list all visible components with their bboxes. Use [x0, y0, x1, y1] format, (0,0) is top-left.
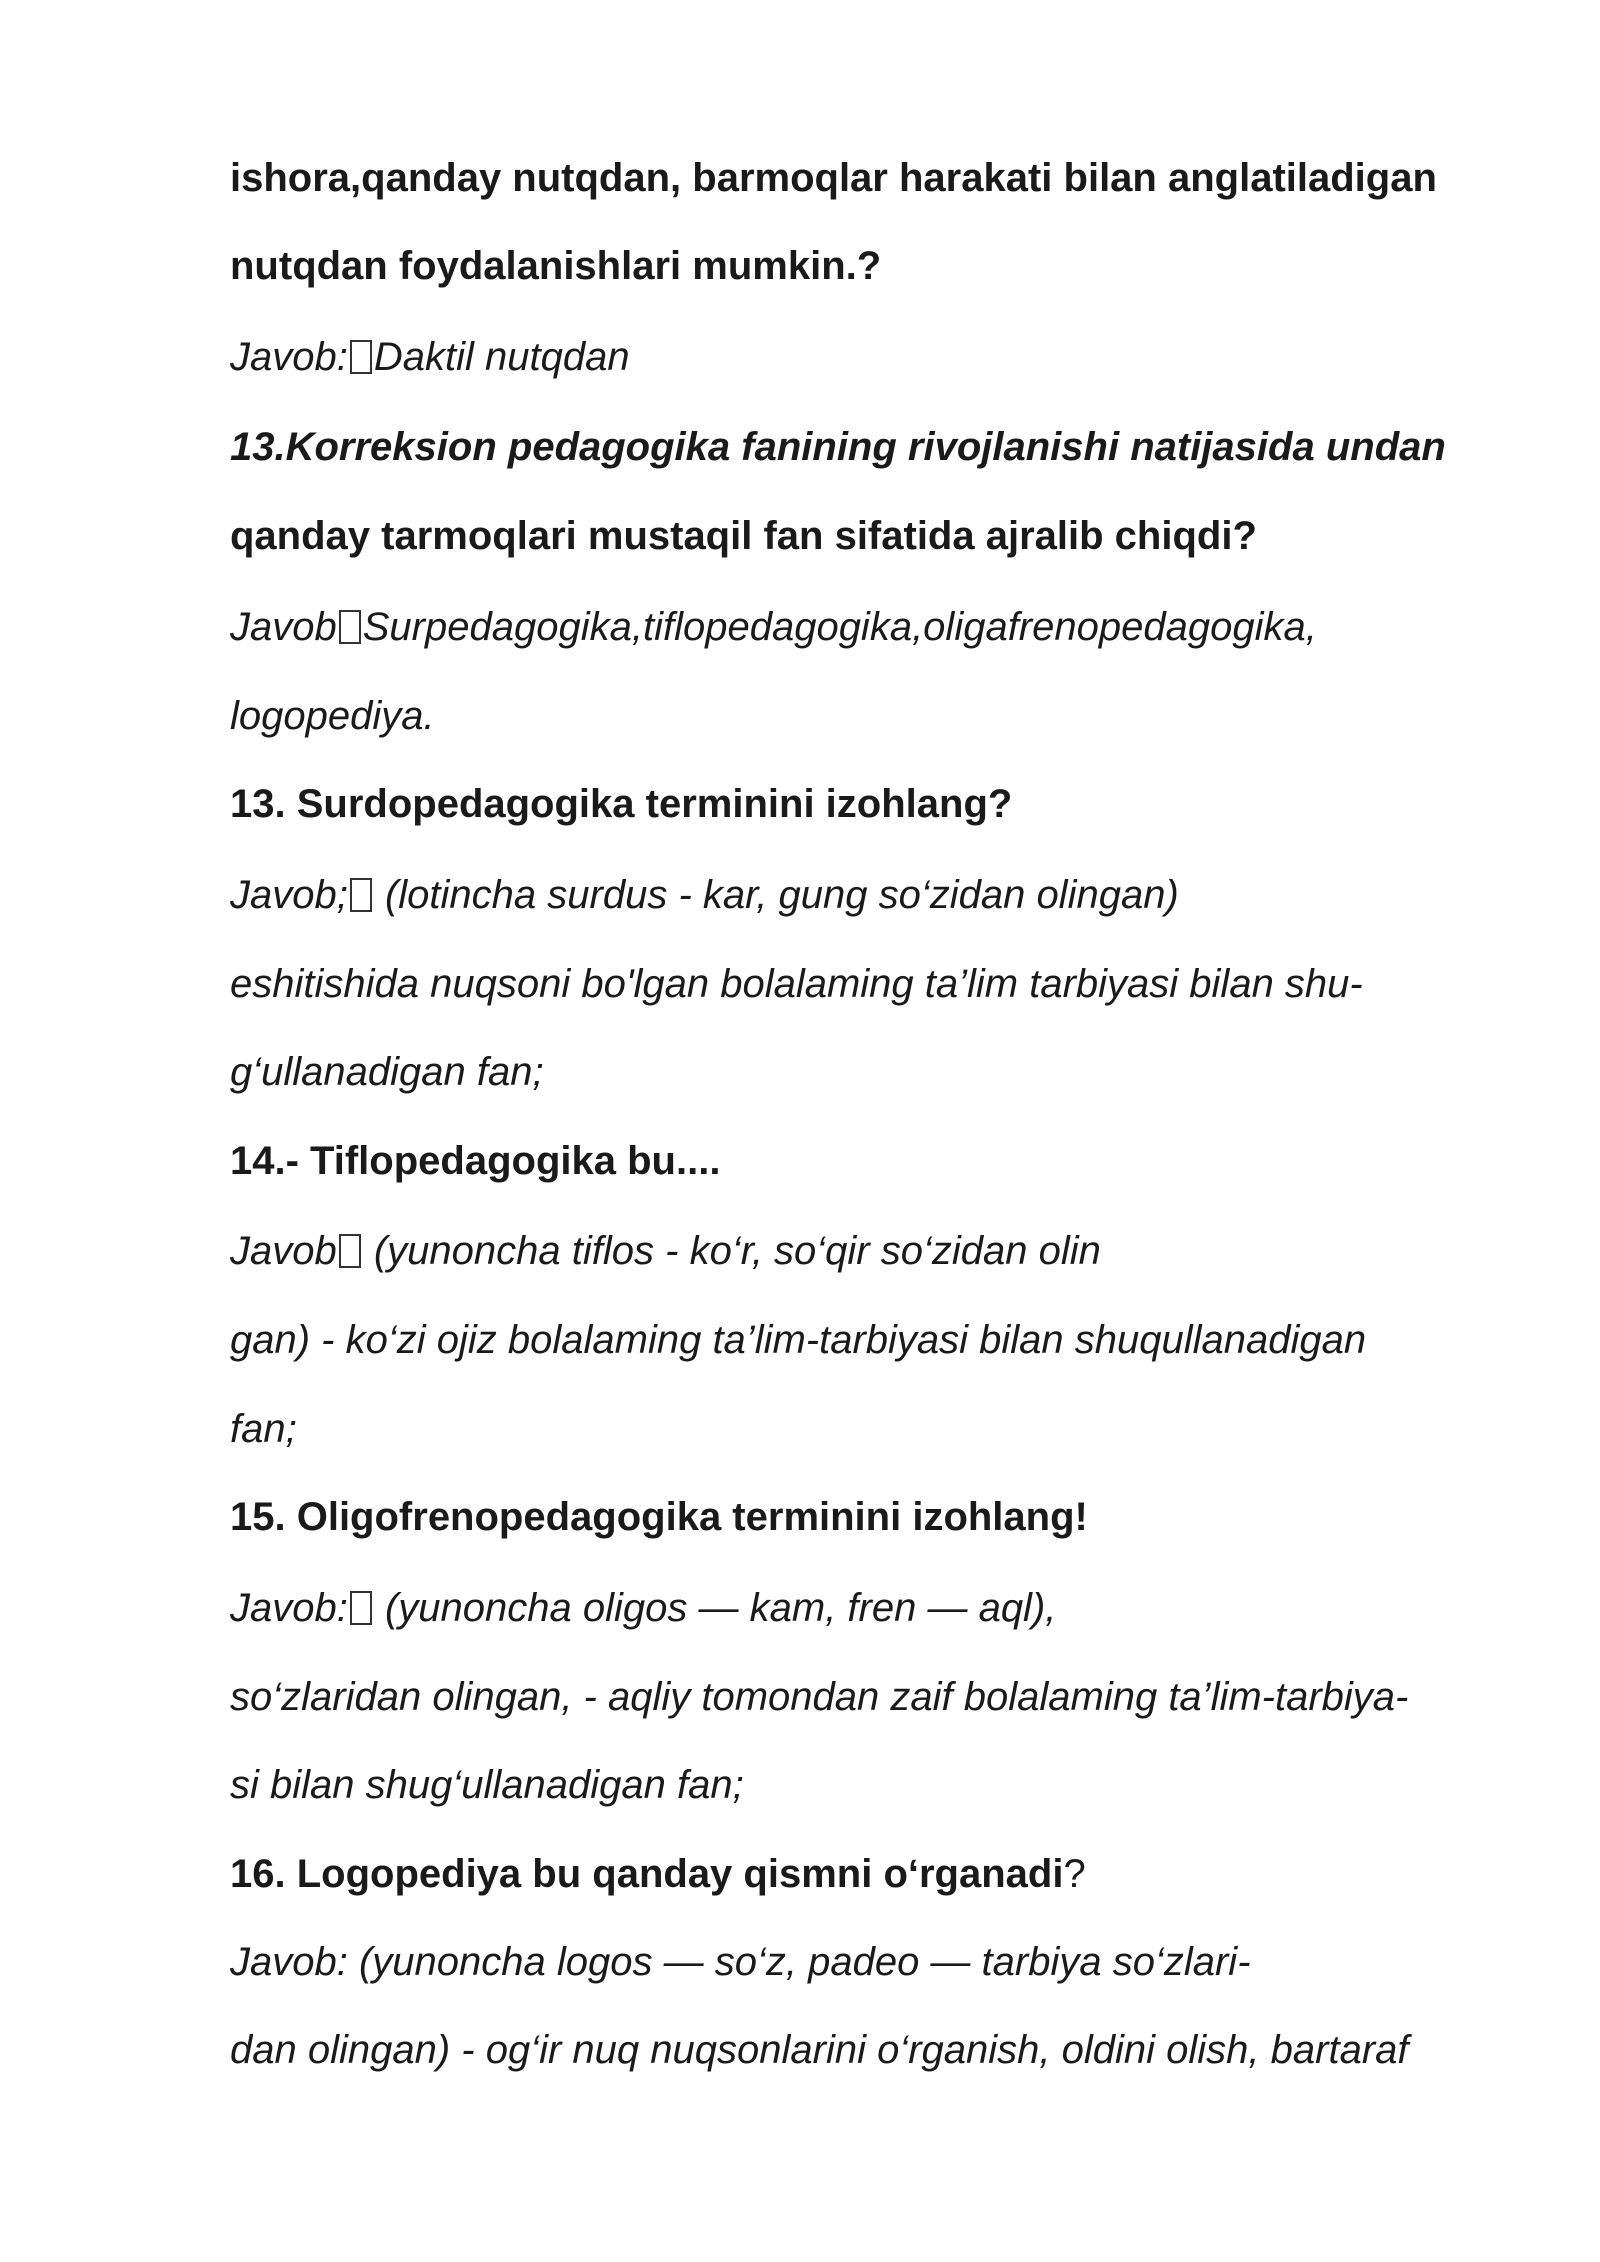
- answer-text: Daktil nutqdan: [373, 335, 630, 379]
- answer-14-line-1: [230, 1225, 1101, 1277]
- answer-15-line-2: so‘zlaridan olingan, - aqliy tomondan zaif bolalaming ta’lim-tarbiya-: [230, 1675, 1409, 1719]
- answer-label: Javob: [230, 1229, 337, 1273]
- missing-glyph-icon: [339, 1234, 361, 1268]
- answer-label: Javob;: [230, 873, 348, 917]
- question-12-line-2: nutqdan foydalanishlari mumkin.?: [230, 244, 882, 288]
- answer-label: Javob: [230, 605, 337, 649]
- missing-glyph-icon: [350, 878, 372, 912]
- question-13-line-2: qanday tarmoqlari mustaqil fan sifatida ajralib chiqdi?: [230, 514, 1257, 558]
- answer-16-line-1: Javob: (yunoncha logos — so‘z, padeo — tarbiya so‘zlari-: [230, 1940, 1251, 1984]
- missing-glyph-icon: [350, 340, 372, 374]
- answer-13-line-2: logopediya.: [230, 694, 435, 738]
- answer-14-line-3: fan;: [230, 1407, 297, 1451]
- question-13-line-1: 13.Korreksion pedagogika fanining rivojlanishi natijasida undan: [230, 425, 1446, 469]
- missing-glyph-icon: [350, 1591, 372, 1625]
- answer-text: Surpedagogika,tiflopedagogika,oligafrenopedagogika,: [362, 605, 1317, 649]
- answer-13-line-1: [230, 601, 1317, 653]
- answer-15-line-1: [230, 1582, 1056, 1634]
- answer-label: Javob:: [230, 335, 348, 379]
- missing-glyph-icon: [339, 610, 361, 644]
- answer-13b-line-3: g‘ullanadigan fan;: [230, 1050, 544, 1094]
- question-12-line-1: ishora,qanday nutqdan, barmoqlar harakati bilan anglatiladigan: [230, 156, 1437, 200]
- answer-text: (yunoncha tiflos - ko‘r, so‘qir so‘zidan olin: [362, 1229, 1101, 1273]
- answer-label: Javob:: [230, 1586, 348, 1630]
- question-mark: ?: [1063, 1852, 1086, 1896]
- answer-15-line-3: si bilan shug‘ullanadigan fan;: [230, 1763, 744, 1807]
- answer-13b-line-2: eshitishida nuqsoni bo'lgan bolalaming ta’lim tarbiyasi bilan shu-: [230, 962, 1363, 1006]
- question-text: 16. Logopediya bu qanday qismni o‘rganadi: [230, 1852, 1064, 1896]
- question-13b: 13. Surdopedagogika terminini izohlang?: [230, 782, 1013, 826]
- answer-16-line-2: dan olingan) - og‘ir nuq nuqsonlarini o‘rganish, oldini olish, bartaraf: [230, 2028, 1409, 2072]
- answer-13b-line-1: [230, 869, 1179, 921]
- question-16: [230, 1848, 1086, 1900]
- answer-12: [230, 331, 630, 383]
- answer-text: (lotincha surdus - kar, gung so‘zidan olingan): [373, 873, 1179, 917]
- question-14: 14.- Tiflopedagogika bu....: [230, 1139, 721, 1183]
- answer-14-line-2: gan) - ko‘zi ojiz bolalaming ta’lim-tarbiyasi bilan shuqullanadigan: [230, 1318, 1367, 1362]
- question-15: 15. Oligofrenopedagogika terminini izohlang!: [230, 1495, 1088, 1539]
- answer-text: (yunoncha oligos — kam, fren — aql),: [373, 1586, 1057, 1630]
